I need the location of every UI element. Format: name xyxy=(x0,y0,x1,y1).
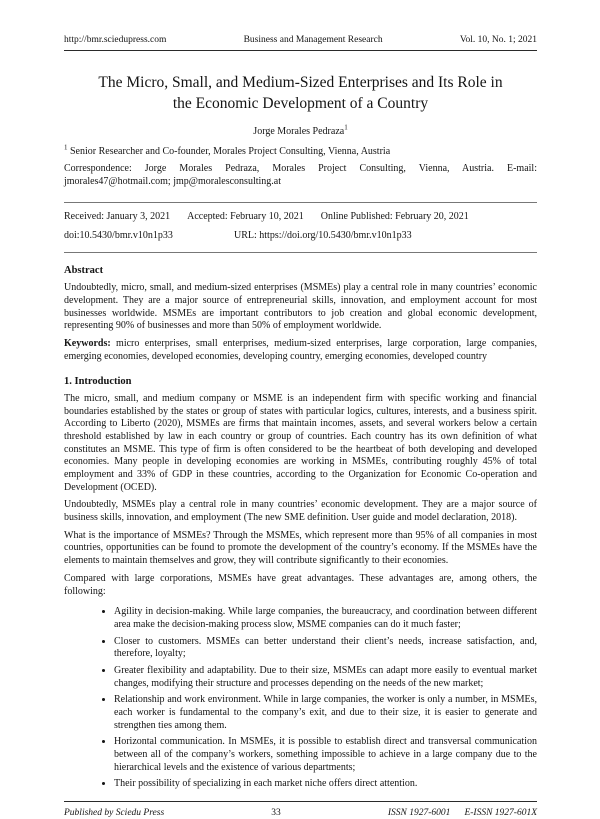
advantage-item-flexibility: • Greater flexibility and adaptability. Due to their size, MSMEs can adapt more easily to eventual market changes, modifying their structure and processes depending on the needs of the new market; xyxy=(114,665,537,690)
abstract-text: Undoubtedly, micro, small, and medium-sized enterprises (MSMEs) play a central role in many countries’ economic development. They are a major source of entrepreneurial skills, innovation, and employment account for most businesses worldwide. MSMEs are important contributors to job creation and global economic development, representing 90% of businesses and more than 50% of employment worldwide. xyxy=(64,282,537,332)
correspondence-line: Correspondence: Jorge Morales Pedraza, Morales Project Consulting, Vienna, Austria. E-mail: jmorales47@hotmail.com; jmp@moralesconsulting.at xyxy=(64,163,537,188)
doi-row xyxy=(64,230,537,243)
advantage-item-relationship: • Relationship and work environment. While in large companies, the worker is only a number, in MSMEs, each worker is fundamental to the company’s exit, and due to their size, it is easier to generate and strengthen ties among them. xyxy=(114,694,537,732)
introduction-heading: 1. Introduction xyxy=(64,375,132,387)
journal-url: http://bmr.sciedupress.com xyxy=(64,35,167,45)
issn-line xyxy=(388,807,537,819)
page-number: 33 xyxy=(271,808,281,819)
author-line xyxy=(64,123,537,139)
publisher-note: Published by Sciedu Press xyxy=(64,808,165,819)
online-published-date: Online Published: February 20, 2021 xyxy=(320,210,469,222)
advantage-item-communication: • Horizontal communication. In MSMEs, it is possible to establish direct and transversal communication between all of the company’s workers, something impossible to achieve in a large company due to the hierarchical levels and the existence of various departments; xyxy=(114,736,537,774)
article-title: The Micro, Small, and Medium-Sized Enterprises and Its Role in the Economic Development of a Country xyxy=(98,74,503,112)
advantages-list xyxy=(64,606,537,795)
dates-row xyxy=(64,211,537,224)
running-head xyxy=(64,34,537,51)
author-name: Jorge Morales Pedraza xyxy=(253,125,345,137)
eissn-text: E-ISSN 1927-601X xyxy=(464,808,537,819)
abstract-heading: Abstract xyxy=(64,265,104,277)
advantage-item-specialization: • Their possibility of specializing in each market niche offers direct attention. xyxy=(114,778,537,791)
affiliation-text: Senior Researcher and Co-founder, Morales Project Consulting, Vienna, Austria xyxy=(67,145,391,157)
affiliation-superscript: 1 xyxy=(64,143,68,152)
page-footer xyxy=(64,801,537,819)
intro-paragraph-1: The micro, small, and medium company or MSME is an independent firm with specific working and financial boundaries established by the states or group of states with particular logics, cultures, interests, and a business spirit. According to Liberto (2020), MSMEs are firms that maintain incomes, assets, and several workers below a certain threshold established by law in each country or group of countries. Each country has its own definition of what constitutes an MSME. This type of firm is often considered to be the heartbeat of both developing and developed economies. Many people in developing economies are working in MSMEs, contributing roughly 45% of total employment and 33% of GDP in these countries, according to the Organization for Economic Co-operation and Development (OCED). xyxy=(64,392,537,493)
intro-paragraph-4: Compared with large corporations, MSMEs have great advantages. These advantages are, among others, the following: xyxy=(64,572,537,597)
doi-text: doi:10.5430/bmr.v10n1p33 xyxy=(64,230,173,242)
keywords-text: micro enterprises, small enterprises, medium-sized enterprises, large corporation, large companies, emerging economies, developed economies, developing country, emerging economies, developed country xyxy=(64,338,537,362)
intro-paragraph-3: What is the importance of MSMEs? Through the MSMEs, which represent more than 95% of all companies in most countries, opportunities can be found to promote the development of the country’s economy. If the MSMEs have the elements to maintain themselves and grow, they will contribute significantly to their economies. xyxy=(64,529,537,567)
advantage-item-agility: • Agility in decision-making. While large companies, the bureaucracy, and coordination between different area make the decision-making process slow, MSME companies can do it much faster; xyxy=(114,606,537,631)
volume-issue: Vol. 10, No. 1; 2021 xyxy=(459,35,537,45)
accepted-date: Accepted: February 10, 2021 xyxy=(187,210,304,222)
keywords-label: Keywords: xyxy=(64,338,111,350)
author-superscript: 1 xyxy=(344,123,348,132)
intro-paragraph-2: Undoubtedly, MSMEs play a central role in many countries’ economic development. They are a major source of business skills, innovation, and employment (The new SME definition. User guide and model declaration, 2018). xyxy=(64,499,537,524)
author-affiliation xyxy=(64,143,537,159)
journal-name: Business and Management Research xyxy=(243,35,383,45)
dates-block xyxy=(64,202,537,253)
issn-text: ISSN 1927-6001 xyxy=(387,808,451,819)
received-date: Received: January 3, 2021 xyxy=(64,210,171,222)
article-url: URL: https://doi.org/10.5430/bmr.v10n1p33 xyxy=(234,230,412,242)
advantage-item-customers: • Closer to customers. MSMEs can better understand their client’s needs, increase satisfaction, and, therefore, loyalty; xyxy=(114,636,537,661)
keywords-line xyxy=(64,338,537,363)
